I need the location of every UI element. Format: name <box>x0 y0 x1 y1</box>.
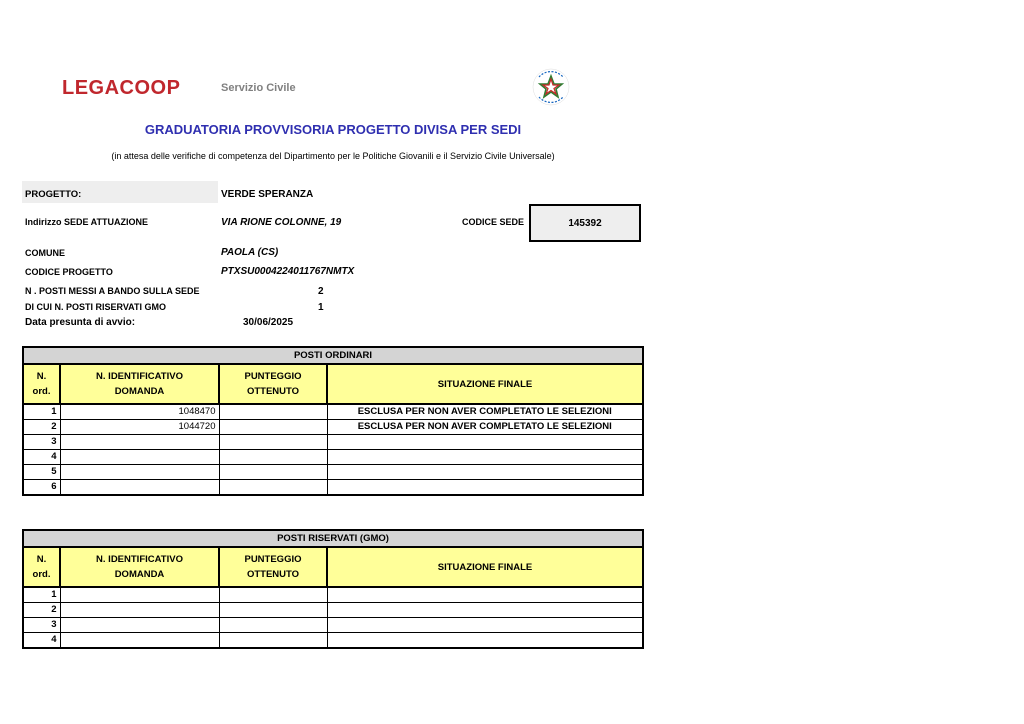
row-id: 1044720 <box>60 420 219 435</box>
comune-label: COMUNE <box>25 248 65 258</box>
row-situazione <box>327 450 643 465</box>
row-n: 6 <box>23 480 60 496</box>
row-n: 3 <box>23 435 60 450</box>
row-punteggio <box>219 633 327 649</box>
table-row <box>23 618 643 633</box>
table-header-row <box>23 364 643 404</box>
codice-sede-label: CODICE SEDE <box>462 217 525 227</box>
page-subtitle: (in attesa delle verifiche di competenza del Dipartimento per le Politiche Giovanili e il Servizio Civile Universale) <box>111 151 555 161</box>
col-identificativo: N. IDENTIFICATIVO DOMANDA <box>60 547 219 587</box>
row-punteggio <box>219 480 327 496</box>
row-id <box>60 587 219 603</box>
row-n: 1 <box>23 404 60 420</box>
col-identificativo: N. IDENTIFICATIVO DOMANDA <box>60 364 219 404</box>
table-row <box>23 480 643 496</box>
data-avvio-label: Data presunta di avvio: <box>25 317 136 328</box>
col-situazione: SITUAZIONE FINALE <box>327 547 643 587</box>
comune-value: PAOLA (CS) <box>221 247 279 258</box>
row-punteggio <box>219 450 327 465</box>
row-situazione <box>327 465 643 480</box>
servizio-civile-label: Servizio Civile <box>221 82 296 94</box>
row-punteggio <box>219 404 327 420</box>
row-id <box>60 603 219 618</box>
page-title: GRADUATORIA PROVVISORIA PROGETTO DIVISA PER SEDI <box>144 122 522 137</box>
row-situazione: ESCLUSA PER NON AVER COMPLETATO LE SELEZIONI <box>327 404 643 420</box>
row-punteggio <box>219 420 327 435</box>
codice-progetto-value: PTXSU0004224011767NMTX <box>221 266 355 277</box>
posti-bando-value: 2 <box>318 286 324 297</box>
indirizzo-label: Indirizzo SEDE ATTUAZIONE <box>25 217 148 227</box>
row-punteggio <box>219 618 327 633</box>
col-n-ord: N. ord. <box>23 364 60 404</box>
row-n: 4 <box>23 633 60 649</box>
row-n: 4 <box>23 450 60 465</box>
row-id: 1048470 <box>60 404 219 420</box>
codice-sede-value: 145392 <box>529 204 641 242</box>
row-n: 2 <box>23 420 60 435</box>
col-n-ord: N. ord. <box>23 547 60 587</box>
table-row <box>23 404 643 420</box>
servizio-civile-universale-logo <box>531 67 571 107</box>
row-id <box>60 618 219 633</box>
row-punteggio <box>219 435 327 450</box>
row-n: 1 <box>23 587 60 603</box>
row-situazione <box>327 587 643 603</box>
data-avvio-value: 30/06/2025 <box>243 317 294 328</box>
row-situazione <box>327 480 643 496</box>
posti-riservati-title: POSTI RISERVATI (GMO) <box>23 530 643 547</box>
table-row <box>23 603 643 618</box>
table-row <box>23 420 643 435</box>
posti-ordinari-title: POSTI ORDINARI <box>23 347 643 364</box>
row-n: 3 <box>23 618 60 633</box>
row-id <box>60 450 219 465</box>
indirizzo-value: VIA RIONE COLONNE, 19 <box>221 217 342 228</box>
table-row <box>23 633 643 649</box>
row-n: 5 <box>23 465 60 480</box>
posti-gmo-value: 1 <box>318 302 324 313</box>
row-n: 2 <box>23 603 60 618</box>
codice-progetto-label: CODICE PROGETTO <box>25 267 113 277</box>
row-id <box>60 435 219 450</box>
legacoop-logo: LEGACOOP <box>62 77 181 99</box>
table-row <box>23 465 643 480</box>
col-punteggio: PUNTEGGIO OTTENUTO <box>219 364 327 404</box>
posti-ordinari-table <box>22 346 644 496</box>
row-situazione: ESCLUSA PER NON AVER COMPLETATO LE SELEZIONI <box>327 420 643 435</box>
row-situazione <box>327 435 643 450</box>
table-row <box>23 450 643 465</box>
table-row <box>23 587 643 603</box>
posti-gmo-label: DI CUI N. POSTI RISERVATI GMO <box>25 302 167 312</box>
row-situazione <box>327 618 643 633</box>
table-row <box>23 435 643 450</box>
col-punteggio: PUNTEGGIO OTTENUTO <box>219 547 327 587</box>
row-id <box>60 633 219 649</box>
progetto-value: VERDE SPERANZA <box>221 189 314 200</box>
row-situazione <box>327 633 643 649</box>
col-situazione: SITUAZIONE FINALE <box>327 364 643 404</box>
posti-riservati-table <box>22 529 644 649</box>
row-punteggio <box>219 465 327 480</box>
table-header-row <box>23 547 643 587</box>
posti-bando-label: N . POSTI MESSI A BANDO SULLA SEDE <box>25 286 200 296</box>
row-punteggio <box>219 587 327 603</box>
row-situazione <box>327 603 643 618</box>
row-punteggio <box>219 603 327 618</box>
row-id <box>60 465 219 480</box>
progetto-label: PROGETTO: <box>25 189 82 200</box>
row-id <box>60 480 219 496</box>
